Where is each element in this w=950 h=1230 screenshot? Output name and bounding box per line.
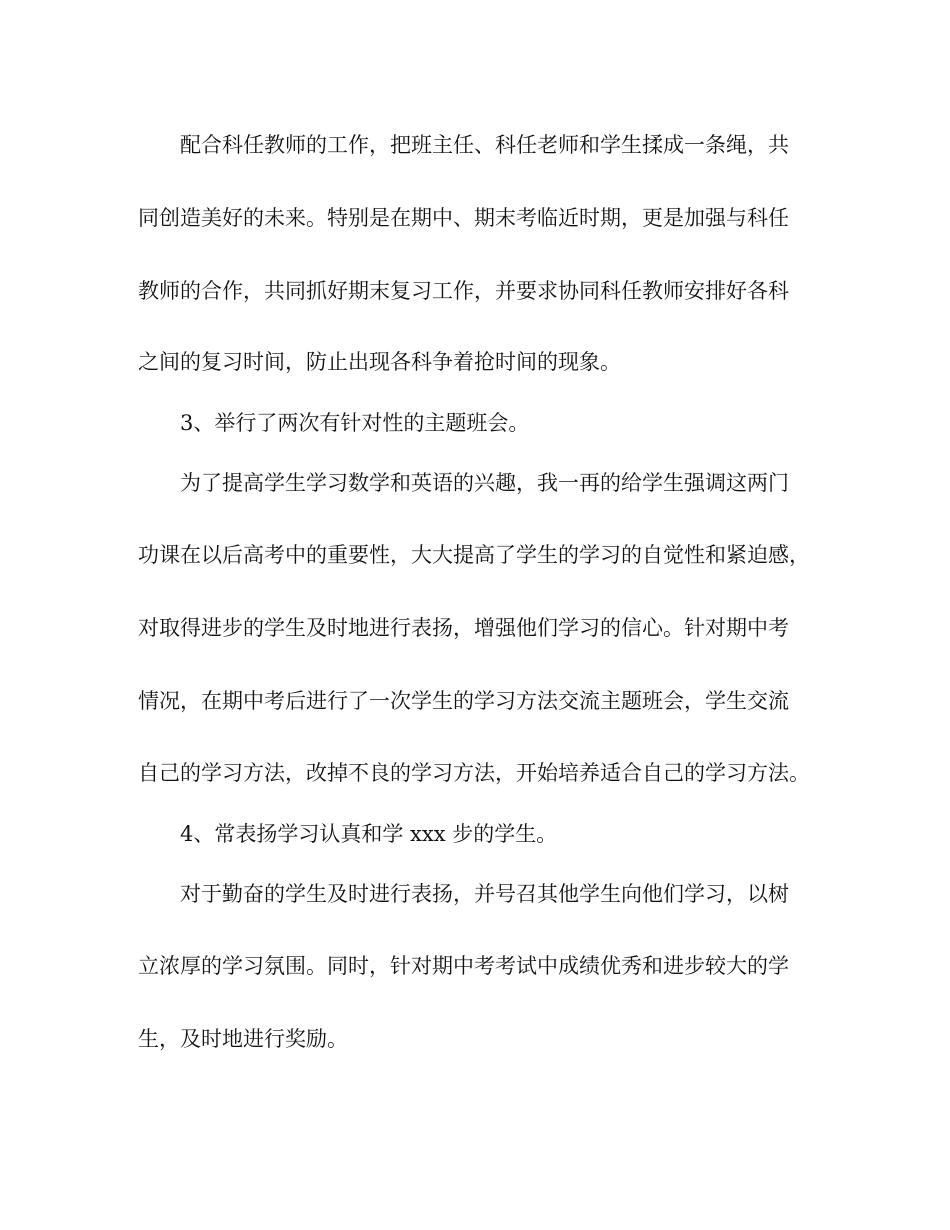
paragraph-line: 立浓厚的学习氛围。同时，针对期中考考试中成绩优秀和进步较大的学	[138, 954, 789, 978]
paragraph-line: 自己的学习方法，改掉不良的学习方法，开始培养适合自己的学习方法。	[138, 761, 810, 785]
paragraph-line: 之间的复习时间，防止出现各科争着抢时间的现象。	[138, 350, 621, 374]
section-heading: 4、常表扬学习认真和学 xxx 步的学生。	[180, 822, 558, 846]
paragraph-line: 教师的合作，共同抓好期末复习工作，并要求协同科任教师安排好各科	[138, 279, 789, 303]
paragraph-line: 对于勤奋的学生及时进行表扬，并号召其他学生向他们学习，以树	[180, 882, 789, 906]
paragraph-line: 功课在以后高考中的重要性，大大提高了学生的学习的自觉性和紧迫感，	[138, 543, 810, 567]
paragraph-line: 为了提高学生学习数学和英语的兴趣，我一再的给学生强调这两门	[180, 471, 789, 495]
paragraph-line: 生，及时地进行奖励。	[138, 1027, 348, 1051]
section-heading: 3、举行了两次有针对性的主题班会。	[180, 411, 530, 435]
paragraph-line: 同创造美好的未来。特别是在期中、期末考临近时期，更是加强与科任	[138, 206, 789, 230]
paragraph-line: 配合科任教师的工作，把班主任、科任老师和学生揉成一条绳，共	[180, 133, 789, 157]
paragraph-line: 情况，在期中考后进行了一次学生的学习方法交流主题班会，学生交流	[138, 689, 789, 713]
paragraph-line: 对取得进步的学生及时地进行表扬，增强他们学习的信心。针对期中考	[138, 616, 789, 640]
